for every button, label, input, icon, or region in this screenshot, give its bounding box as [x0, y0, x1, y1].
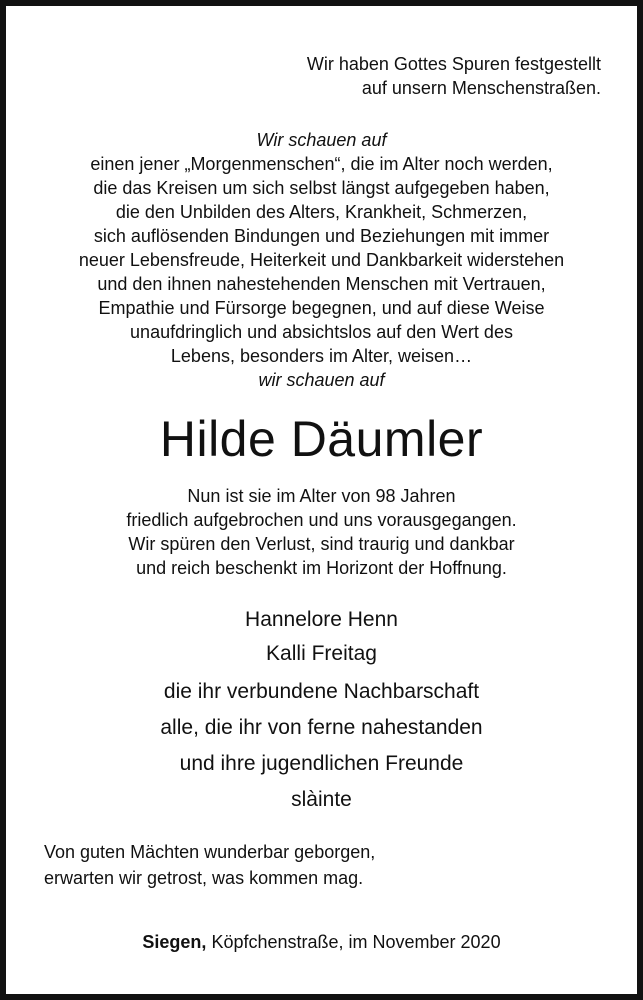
poem-line: Empathie und Fürsorge begegnen, und auf diese Weise: [98, 298, 545, 318]
poem-line: die das Kreisen um sich selbst längst aufgegeben haben,: [93, 178, 550, 198]
announcement-line: friedlich aufgebrochen und uns vorausgegangen.: [126, 510, 517, 530]
place-street-date: Köpfchenstraße, im November 2020: [206, 932, 501, 952]
mourner-line: und ihre jugendlichen Freunde: [179, 752, 464, 775]
poem-line: unaufdringlich und absichtslos auf den Wert des: [130, 322, 513, 342]
mourner-line: alle, die ihr von ferne nahestanden: [160, 716, 483, 739]
poem-intro: Wir schauen auf: [256, 130, 387, 150]
closing-verse-line-2: erwarten wir getrost, was kommen mag.: [44, 868, 364, 888]
mourner-line: die ihr verbundene Nachbarschaft: [163, 680, 480, 703]
mourner-name: Kalli Freitag: [266, 642, 377, 665]
announcement-line: und reich beschenkt im Horizont der Hoffnung.: [136, 558, 507, 578]
poem-line: neuer Lebensfreude, Heiterkeit und Dankbarkeit widerstehen: [78, 250, 565, 270]
announcement-line: Nun ist sie im Alter von 98 Jahren: [187, 486, 456, 506]
motto-line-1: Wir haben Gottes Spuren festgestellt: [306, 54, 601, 74]
mourner-line: slàinte: [291, 788, 352, 811]
closing-verse-line-1: Von guten Mächten wunderbar geborgen,: [44, 842, 376, 862]
poem-line: sich auflösenden Bindungen und Beziehungen mit immer: [93, 226, 550, 246]
place-and-date: [6, 932, 637, 953]
poem-outro: wir schauen auf: [258, 370, 385, 390]
poem-line: einen jener „Morgenmenschen“, die im Alter noch werden,: [90, 154, 553, 174]
poem-line: die den Unbilden des Alters, Krankheit, Schmerzen,: [115, 202, 528, 222]
deceased-name: Hilde Däumler: [159, 411, 484, 467]
announcement-line: Wir spüren den Verlust, sind traurig und dankbar: [128, 534, 515, 554]
poem-line: Lebens, besonders im Alter, weisen…: [170, 346, 473, 366]
motto-line-2: auf unsern Menschenstraßen.: [361, 78, 601, 98]
place-city: Siegen,: [142, 932, 207, 952]
poem-line: und den ihnen nahestehenden Menschen mit Vertrauen,: [97, 274, 546, 294]
mourner-name: Hannelore Henn: [245, 608, 398, 631]
